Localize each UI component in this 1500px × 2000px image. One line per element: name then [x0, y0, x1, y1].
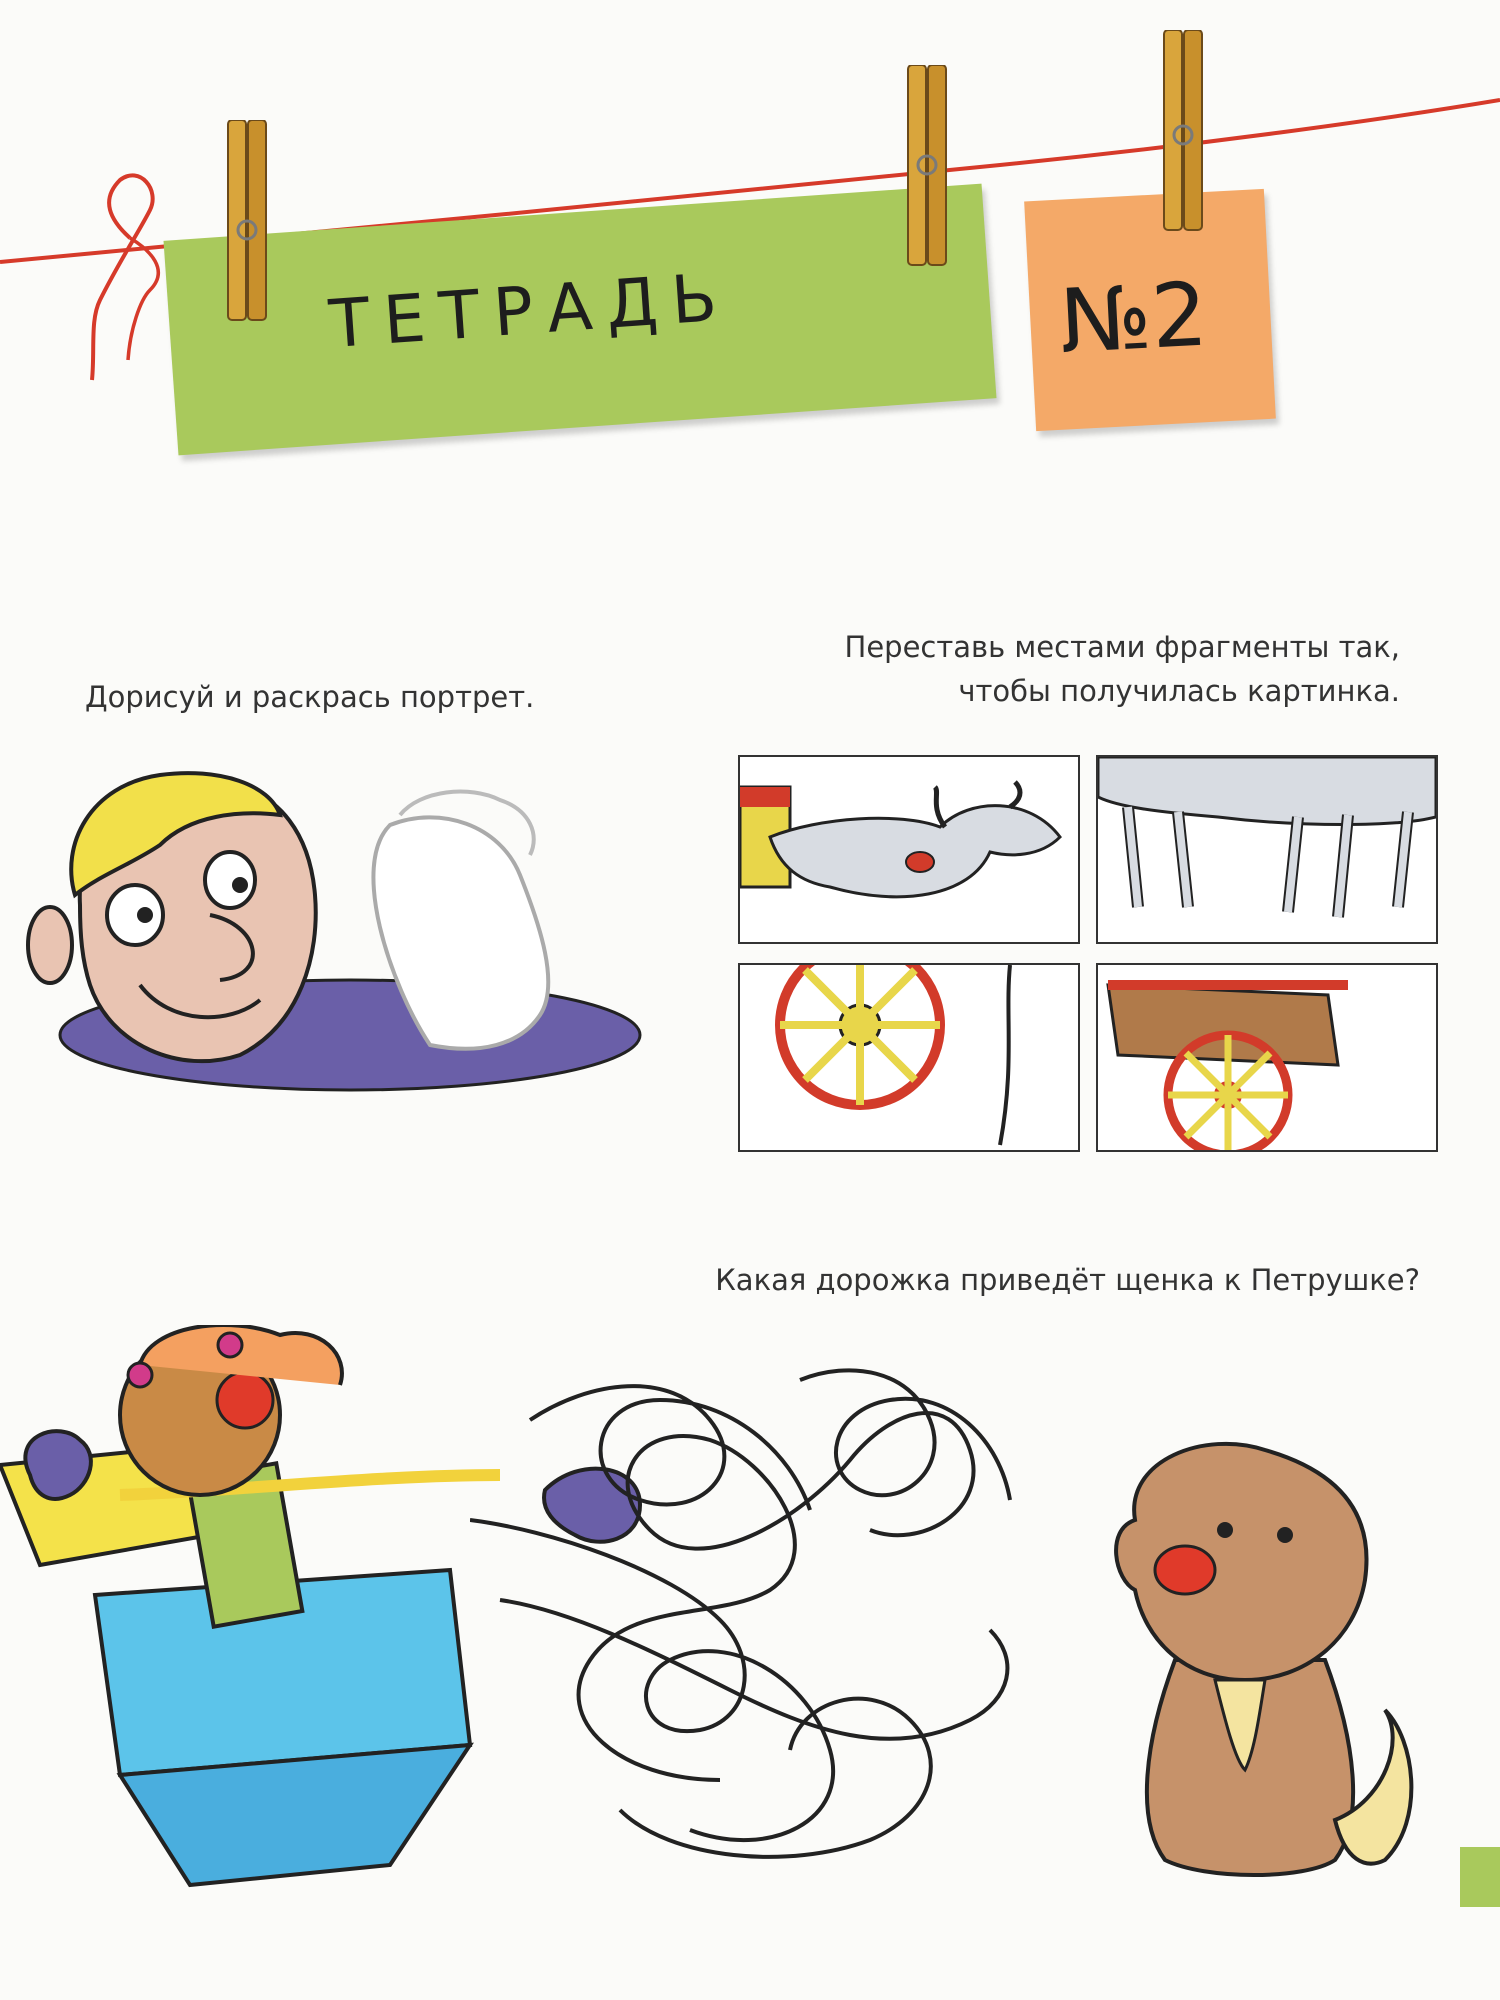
wheel-fragment-image — [740, 965, 1078, 1150]
page-title: ТЕТРАДЬ — [326, 258, 734, 364]
maze-tangled-paths — [470, 1360, 1030, 1880]
puzzle-panel-ox-head[interactable] — [738, 755, 1080, 944]
puzzle-task-line: чтобы получилась картинка. — [958, 674, 1400, 708]
notebook-number: №2 — [1057, 262, 1210, 374]
clothespin-icon — [1158, 30, 1210, 240]
puzzle-task-line: Переставь местами фрагменты так, — [844, 630, 1400, 664]
portrait-task-text: Дорисуй и раскрась портрет. — [85, 680, 535, 714]
page-side-tab — [1460, 1847, 1500, 1907]
puzzle-panel-ox-legs[interactable] — [1096, 755, 1438, 944]
portrait-illustration — [20, 755, 680, 1095]
maze-task-text: Какая дорожка приведёт щенка к Петрушке? — [715, 1263, 1420, 1297]
legs-fragment-image — [1098, 757, 1436, 942]
ox-fragment-image — [740, 757, 1078, 942]
clothespin-icon — [222, 120, 274, 330]
puppy-illustration — [1085, 1440, 1425, 1880]
clothespin-icon — [902, 65, 954, 275]
cart-fragment-image — [1098, 965, 1436, 1150]
puzzle-task-text — [700, 625, 1400, 713]
puzzle-panel-cart[interactable] — [1096, 963, 1438, 1152]
puzzle-panel-wheel-left[interactable] — [738, 963, 1080, 1152]
